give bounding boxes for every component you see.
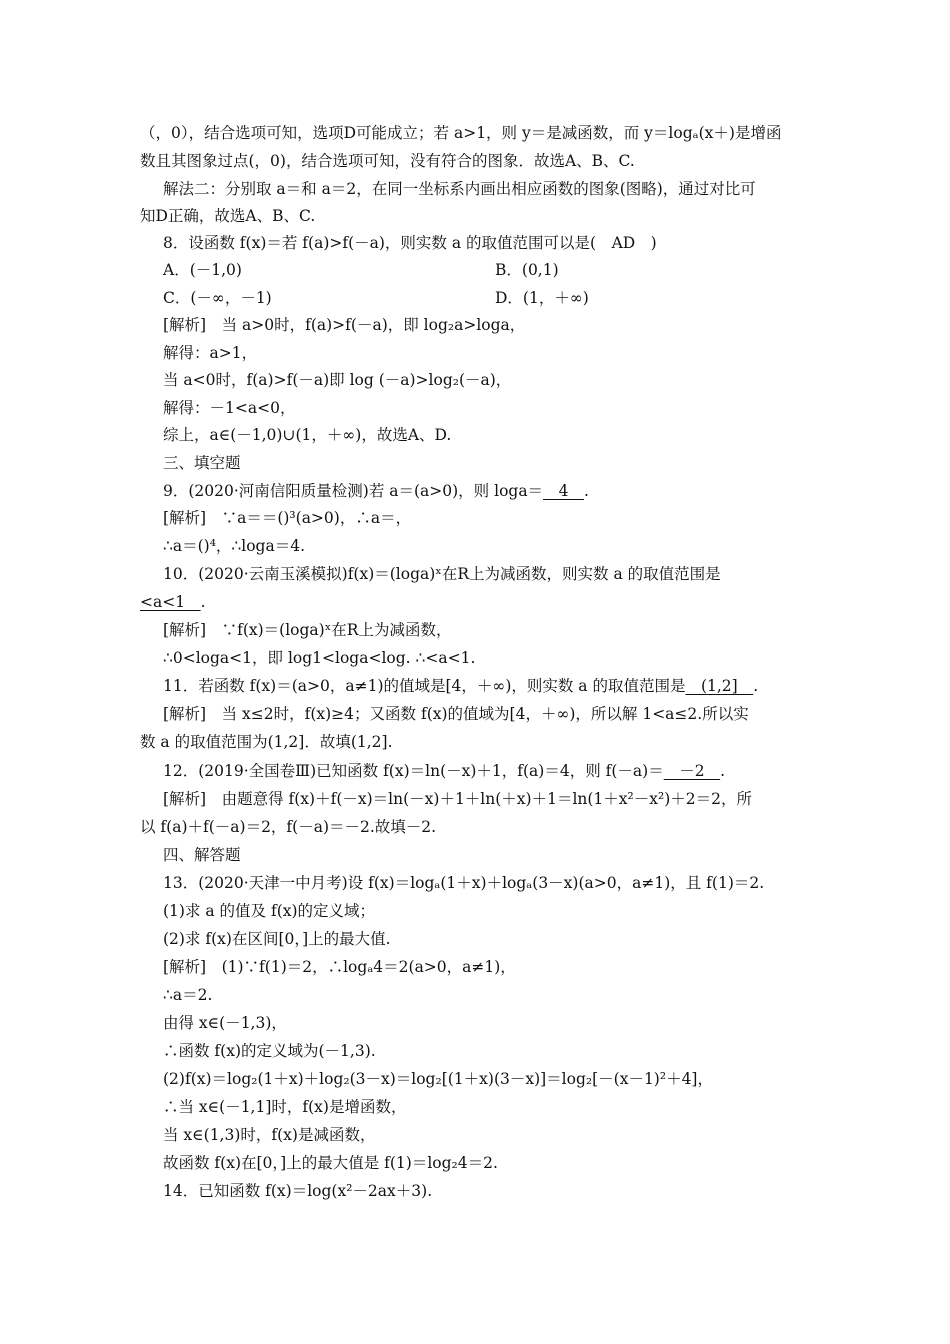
question-13: 13．(2020·天津一中月考)设 f(x)＝logₐ(1＋x)＋logₐ(3－x)(a>0，a≠1)，且 f(1)＝2. (163, 874, 765, 892)
answer-blank: <a<1 (140, 593, 201, 611)
question-text: 9．(2020·河南信阳质量检测)若 a＝(a>0)，则 loga＝ (163, 482, 544, 500)
text-line: (1)求 a 的值及 f(x)的定义域； (163, 902, 376, 920)
punctuation: . (200, 593, 206, 611)
text-line: 以 f(a)＋f(－a)＝2，f(－a)＝－2.故填－2. (140, 818, 437, 836)
text-line: ∴当 x∈(－1,1]时，f(x)是增函数， (163, 1098, 407, 1116)
analysis-line: [解析] ∵a＝＝()³(a>0)，∴a＝， (163, 509, 412, 527)
text-line: 由得 x∈(－1,3)， (163, 1014, 287, 1032)
text-line: 解得：－1<a<0， (163, 399, 296, 417)
text-line: ∴a＝2. (163, 986, 213, 1004)
punctuation: . (720, 762, 726, 780)
text-line: (2)求 f(x)在区间[0，]上的最大值. (163, 930, 391, 948)
answer-blank: －2 (663, 762, 721, 780)
text-line: (2)f(x)＝log₂(1＋x)＋log₂(3－x)＝log₂[(1＋x)(3－x)]＝log₂[－(x－1)²＋4]， (163, 1070, 713, 1088)
text-line: 当 x∈(1,3)时，f(x)是减函数， (163, 1126, 376, 1144)
answer-blank: (1,2] (685, 677, 754, 695)
option-c: C．(－∞，－1) (163, 289, 272, 307)
text-line: ∴0<loga<1，即 log1<loga<log. ∴<a<1. (163, 649, 476, 667)
text-line: （，0），结合选项可知，选项D可能成立；若 a>1，则 y＝是减函数，而 y＝logₐ(x＋)是增函 (140, 124, 782, 142)
punctuation: . (753, 677, 759, 695)
analysis-line: [解析] ∵f(x)＝(loga)ˣ在R上为减函数， (163, 621, 452, 639)
analysis-line: [解析] 由题意得 f(x)＋f(－x)＝ln(－x)＋1＋ln(＋x)＋1＝ln(1＋x²－x²)＋2＝2，所 (163, 790, 752, 808)
text-line: 解法二：分别取 a＝和 a＝2，在同一坐标系内画出相应函数的图象(图略)，通过对比可 (163, 180, 756, 198)
question-text: 11．若函数 f(x)＝(a>0，a≠1)的值域是[4，＋∞)，则实数 a 的取值范围是 (163, 677, 686, 695)
question-8: 8．设函数 f(x)＝若 f(a)>f(－a)，则实数 a 的取值范围可以是( AD ) (163, 234, 657, 252)
question-12 (163, 760, 725, 782)
question-10: 10．(2020·云南玉溪模拟)f(x)＝(loga)ˣ在R上为减函数，则实数 a 的取值范围是 (163, 565, 721, 583)
question-11 (163, 675, 758, 697)
text-line: 数 a 的取值范围为(1,2]．故填(1,2]. (140, 733, 393, 751)
text-line: 数且其图象过点(，0)，结合选项可知，没有符合的图象．故选A、B、C. (140, 152, 635, 170)
punctuation: . (583, 482, 589, 500)
section-heading: 四、解答题 (163, 846, 241, 864)
text-line: 解得：a>1， (163, 344, 258, 362)
text-line: 当 a<0时，f(a)>f(－a)即 log (－a)>log₂(－a)， (163, 371, 512, 389)
text-line: 知D正确，故选A、B、C. (140, 207, 316, 225)
analysis-line: [解析] (1)∵f(1)＝2，∴logₐ4＝2(a>0，a≠1)， (163, 958, 516, 976)
question-9 (163, 480, 589, 502)
text-line: 故函数 f(x)在[0，]上的最大值是 f(1)＝log₂4＝2. (163, 1154, 498, 1172)
question-14: 14．已知函数 f(x)＝log(x²－2ax＋3). (163, 1182, 433, 1200)
section-heading: 三、填空题 (163, 454, 241, 472)
text-line: ∴函数 f(x)的定义域为(－1,3). (163, 1042, 376, 1060)
text-line: ∴a＝()⁴，∴loga＝4. (163, 537, 306, 555)
question-text: 12．(2019·全国卷Ⅲ)已知函数 f(x)＝ln(－x)＋1，f(a)＝4，则 f(－a)＝ (163, 762, 664, 780)
analysis-line: [解析] 当 x≤2时，f(x)≥4；又函数 f(x)的值域为[4，＋∞)，所以解 1<a≤2.所以实 (163, 705, 749, 723)
answer-blank: 4 (543, 482, 584, 500)
option-d: D．(1，＋∞) (495, 289, 589, 307)
text-line: 综上，a∈(－1,0)∪(1，＋∞)，故选A、D. (163, 426, 452, 444)
option-b: B．(0,1) (495, 261, 559, 279)
answer-line (140, 591, 206, 613)
analysis-line: [解析] 当 a>0时，f(a)>f(－a)，即 log₂a>loga， (163, 316, 526, 334)
option-a: A．(－1,0) (163, 261, 242, 279)
